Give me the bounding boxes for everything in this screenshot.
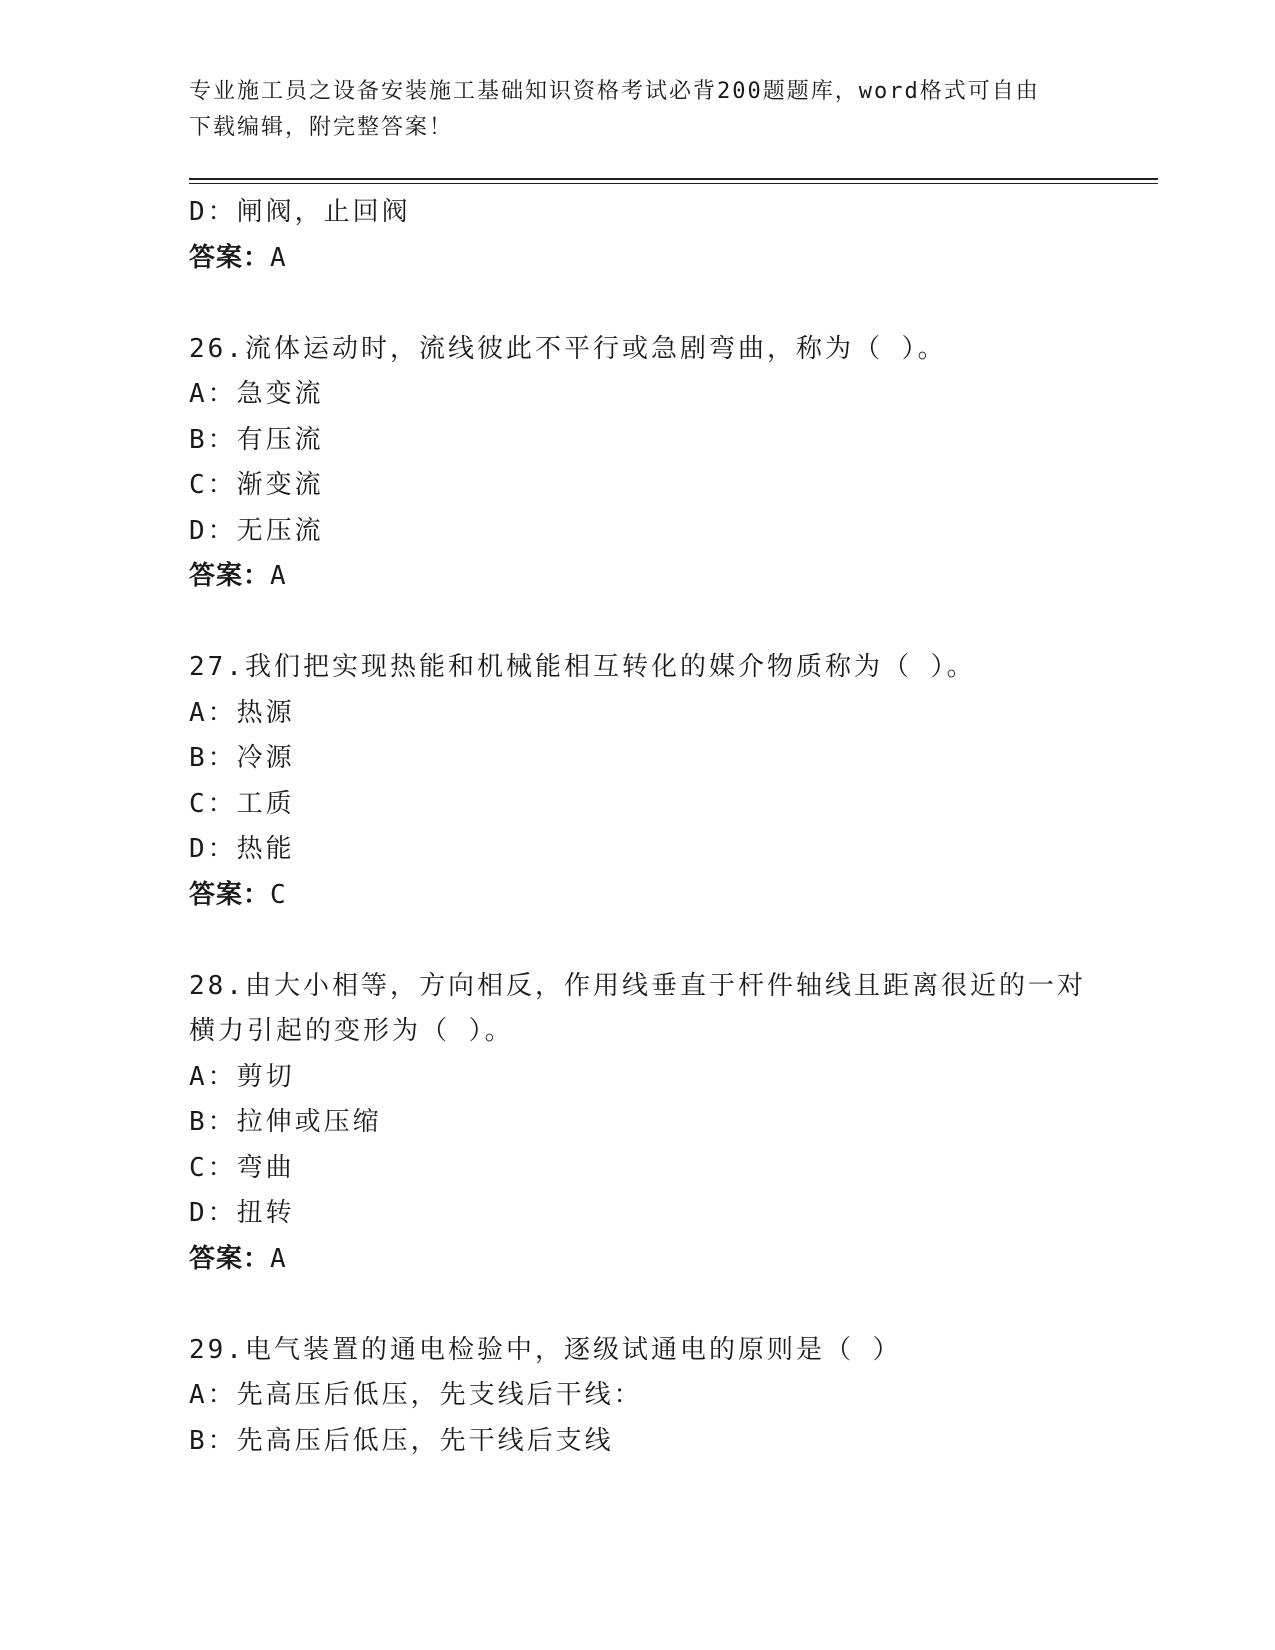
- answer-row: [189, 236, 1149, 282]
- answer-label: 答案：: [189, 879, 271, 910]
- header-divider: [189, 178, 1158, 184]
- option-d: D：热能: [189, 834, 295, 864]
- answer-label: 答案：: [189, 242, 271, 273]
- answer-label: 答案：: [189, 561, 271, 591]
- question-stem: 26.流体运动时，流线彼此不平行或急剧弯曲，称为（ ）。: [189, 333, 947, 364]
- question-stem: 27.我们把实现热能和机械能相互转化的媒介物质称为（ ）。: [189, 652, 976, 682]
- option-d: D：扭转: [189, 1198, 295, 1228]
- answer-row: [189, 1237, 1149, 1283]
- option-b: B：冷源: [189, 743, 295, 773]
- option-c: C：弯曲: [189, 1152, 295, 1183]
- option-b: B：拉伸或压缩: [189, 1107, 382, 1137]
- answer-value: A: [270, 242, 287, 273]
- question-26: [189, 327, 1149, 600]
- question-28: [189, 964, 1149, 1283]
- option-c: C：渐变流: [189, 470, 324, 500]
- header-line-2: 下载编辑，附完整答案！: [189, 115, 454, 140]
- answer-value: C: [270, 879, 287, 910]
- document-header: [189, 74, 1089, 146]
- answer-value: A: [270, 561, 287, 591]
- option-c: C：工质: [189, 788, 295, 819]
- option-d: D：闸阀，止回阀: [189, 197, 411, 227]
- answer-label: 答案：: [189, 1243, 271, 1274]
- answer-row: [189, 554, 1149, 600]
- option-a: A：急变流: [189, 379, 324, 409]
- option-b: B：有压流: [189, 424, 324, 455]
- option-a: A：热源: [189, 697, 295, 728]
- answer-row: [189, 873, 1149, 919]
- option-d: D：无压流: [189, 515, 324, 546]
- answer-value: A: [270, 1243, 287, 1274]
- question-stem-continued: 横力引起的变形为（ ）。: [189, 1016, 514, 1046]
- question-list: [189, 190, 1149, 1464]
- question-27: [189, 645, 1149, 918]
- header-line-1: 专业施工员之设备安装施工基础知识资格考试必背200题题库，word格式可自由: [189, 79, 1040, 104]
- question-stem: 28.由大小相等，方向相反，作用线垂直于杆件轴线且距离很近的一对: [189, 970, 1086, 1001]
- question-stem: 29.电气装置的通电检验中，逐级试通电的原则是（ ）: [189, 1334, 902, 1365]
- option-a: A：先高压后低压，先支线后干线：: [189, 1380, 643, 1410]
- question-29: [189, 1328, 1149, 1465]
- option-b: B：先高压后低压，先干线后支线: [189, 1425, 614, 1456]
- option-a: A：剪切: [189, 1061, 295, 1092]
